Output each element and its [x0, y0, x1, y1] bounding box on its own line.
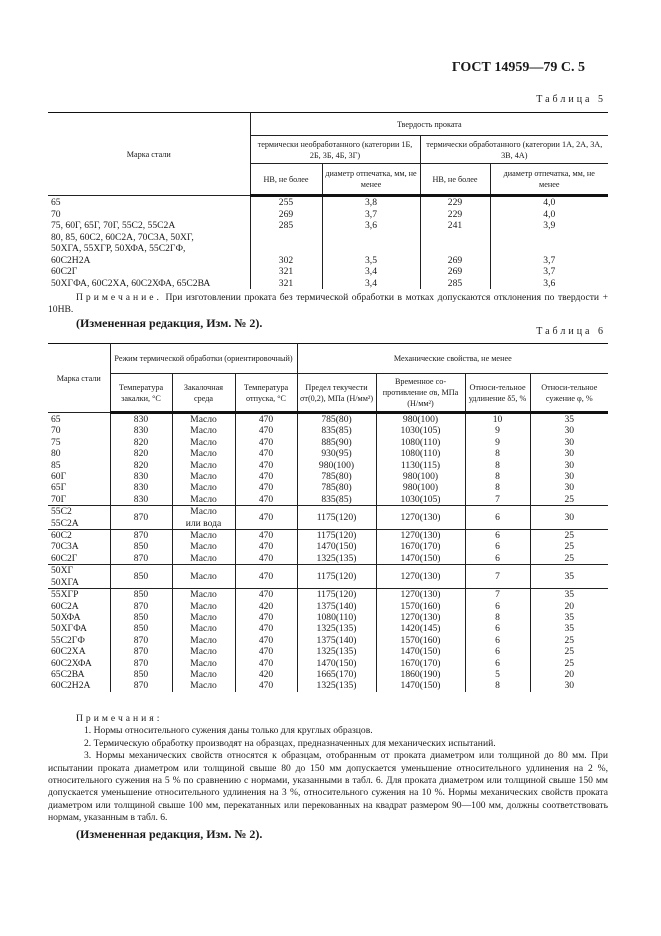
table-row — [48, 646, 608, 657]
cell-value: 229 — [420, 209, 490, 221]
cell-value: 30 — [530, 437, 608, 448]
cell-value: 3,7 — [490, 266, 608, 278]
cell-grade: 50ХФА — [51, 611, 81, 623]
cell-value: Масло — [172, 601, 235, 612]
cell-value: Масло — [172, 658, 235, 669]
table-row — [48, 413, 608, 426]
cell-grade: 55ХГР — [51, 589, 79, 601]
col-elongation: Относи-тельное удлинение δ5, % — [465, 374, 530, 413]
note-2: 2. Термическую обработку производят на образцах, предназначенных для механических испытаний. — [84, 737, 496, 749]
cell-value: 470 — [235, 482, 297, 493]
cell-value: 470 — [235, 658, 297, 669]
cell-value: Масло — [172, 494, 235, 506]
table-row — [48, 530, 608, 542]
cell-value: 420 — [235, 601, 297, 612]
cell-grade: 80 — [51, 448, 61, 460]
cell-grade: 50ХГФА, 60С2ХА, 60С2ХФА, 65С2ВА — [51, 277, 211, 289]
cell-value: 30 — [530, 506, 608, 530]
table-row — [48, 669, 608, 680]
col-grade: Марка стали — [48, 113, 250, 196]
cell-value: 269 — [250, 209, 322, 221]
cell-value: Масло — [172, 565, 235, 589]
cell-value: 980(100) — [376, 413, 465, 426]
cell-value: 850 — [110, 612, 172, 623]
cell-grade: 65 — [51, 413, 61, 425]
col-heat-treatment: Режим термической обработки (ориентировочный) — [110, 344, 297, 374]
cell-grade: 50ХГА, 55ХГР, 50ХФА, 55С2ГФ, — [51, 243, 186, 254]
cell-value: 6 — [465, 530, 530, 542]
cell-value: 470 — [235, 541, 297, 552]
cell-value: 302 — [250, 255, 322, 267]
cell-grade: 60С2Г — [51, 266, 78, 277]
cell-value: 470 — [235, 612, 297, 623]
cell-value: 35 — [530, 589, 608, 601]
cell-value: Масло — [172, 530, 235, 542]
cell-value: 7 — [465, 589, 530, 601]
cell-value: 1270(130) — [376, 565, 465, 589]
cell-value: Масло — [172, 612, 235, 623]
table-row — [48, 553, 608, 565]
cell-value: 1175(120) — [297, 589, 376, 601]
notes-label: Примечания: — [76, 713, 163, 724]
cell-value: 1470(150) — [297, 658, 376, 669]
cell-value: 1375(140) — [297, 601, 376, 612]
cell-value: 25 — [530, 658, 608, 669]
cell-value: 3,6 — [322, 220, 420, 232]
table5-note — [48, 292, 608, 317]
table-row — [48, 255, 608, 267]
col-narrowing: Относи-тельное сужение φ, % — [530, 374, 608, 413]
cell-value: 6 — [465, 553, 530, 565]
cell-value: 1270(130) — [376, 589, 465, 601]
cell-value: 470 — [235, 437, 297, 448]
cell-value: 20 — [530, 669, 608, 680]
table-row — [48, 541, 608, 552]
cell-value: 1375(140) — [297, 635, 376, 646]
cell-value: 269 — [420, 255, 490, 267]
cell-value: 870 — [110, 635, 172, 646]
table-row — [48, 482, 608, 493]
cell-value: Масло — [172, 669, 235, 680]
cell-value: 3,7 — [490, 255, 608, 267]
cell-value: Масло — [172, 425, 235, 436]
cell-value: 850 — [110, 565, 172, 589]
cell-value — [490, 243, 608, 255]
cell-value: 1325(135) — [297, 553, 376, 565]
table-row — [48, 266, 608, 278]
table-row — [48, 494, 608, 506]
cell-value: 850 — [110, 589, 172, 601]
table-row — [48, 601, 608, 612]
table-row — [48, 506, 608, 530]
cell-value: 1030(105) — [376, 494, 465, 506]
col-quench-temp: Температура закалки, °С — [110, 374, 172, 413]
cell-value: 6 — [465, 646, 530, 657]
cell-value: 1030(105) — [376, 425, 465, 436]
col-diam-treated: диаметр отпечатка, мм, не менее — [490, 164, 608, 196]
cell-value: Масло — [172, 623, 235, 634]
cell-grade: 65С2ВА — [51, 668, 85, 680]
cell-value: 3,8 — [322, 196, 420, 209]
cell-value: 6 — [465, 635, 530, 646]
cell-grade: 70 — [51, 425, 61, 437]
cell-value: 1325(135) — [297, 680, 376, 691]
cell-value: 6 — [465, 506, 530, 530]
cell-value: Масло — [172, 635, 235, 646]
cell-value: 870 — [110, 506, 172, 530]
cell-value — [322, 243, 420, 255]
cell-value: 4,0 — [490, 196, 608, 209]
note-1: 1. Нормы относительного сужения даны только для круглых образцов. — [84, 725, 373, 737]
cell-value: 470 — [235, 413, 297, 426]
cell-grade: 60С2ХА — [51, 646, 86, 658]
cell-value: 470 — [235, 553, 297, 565]
table-row — [48, 209, 608, 221]
cell-value: 930(95) — [297, 448, 376, 459]
cell-grade: 75 — [51, 436, 61, 448]
cell-grade: 70С3А — [51, 541, 79, 553]
cell-value: 470 — [235, 460, 297, 471]
table-row — [48, 565, 608, 589]
note-text: При изготовлении проката без термической обработки в мотках допускаются отклонения по твердости + 10НВ. — [48, 292, 608, 316]
cell-value: 25 — [530, 646, 608, 657]
table-row — [48, 589, 608, 601]
cell-value: 835(85) — [297, 425, 376, 436]
cell-value: 1670(170) — [376, 658, 465, 669]
cell-value: 1325(135) — [297, 646, 376, 657]
cell-value: 8 — [465, 612, 530, 623]
table-row — [48, 658, 608, 669]
cell-value — [250, 243, 322, 255]
table6-amendment: (Измененная редакция, Изм. № 2). — [76, 826, 263, 841]
cell-value: 241 — [420, 220, 490, 232]
cell-grade: 85 — [51, 459, 61, 471]
cell-grade: 50ХГФА — [51, 623, 87, 635]
cell-value: 785(80) — [297, 482, 376, 493]
cell-value: 285 — [420, 278, 490, 290]
cell-value — [420, 232, 490, 244]
cell-grade: 60С2Н2А — [51, 680, 91, 692]
cell-value: 850 — [110, 541, 172, 552]
cell-value: 1130(115) — [376, 460, 465, 471]
cell-value: 9 — [465, 437, 530, 448]
table6-notes — [48, 713, 608, 840]
cell-value: 255 — [250, 196, 322, 209]
cell-value: 470 — [235, 448, 297, 459]
cell-value: Масло — [172, 553, 235, 565]
cell-grade: 60С2 — [51, 530, 72, 542]
cell-value: 470 — [235, 635, 297, 646]
note-3: 3. Нормы механических свойств относятся к образцам, отобранным от проката диаметром или толщиной до 80 мм. При испытании проката диаметром или толщиной свыше 80 до 150 мм допускается уменьшение относительного удлинения на 2 %, относительного сужения на 5 % по сравнению с нормами, указанными в табл. 6. Для проката диаметром или толщиной свыше 150 мм допускается уменьшение относительного удлинения на 3 %, относительного сужения на 10 %. Нормы механических свойств проката диаметром или толщиной свыше 100 мм, перекатанных или перекованных на квадрат размером 90—100 мм, должны соответствовать нормам, указанным в табл. 6. — [48, 750, 608, 824]
cell-value: 1175(120) — [297, 565, 376, 589]
note-label: Примечание. — [76, 292, 162, 303]
cell-value: 1470(150) — [376, 680, 465, 691]
cell-value: 20 — [530, 601, 608, 612]
cell-value: 470 — [235, 471, 297, 482]
cell-value: 980(100) — [297, 460, 376, 471]
cell-value: 7 — [465, 565, 530, 589]
table5-body — [48, 196, 608, 290]
table-row — [48, 623, 608, 634]
table-row — [48, 460, 608, 471]
cell-grade: 50ХГ 50ХГА — [48, 565, 110, 589]
cell-value: 35 — [530, 565, 608, 589]
col-medium: Закалочная среда — [172, 374, 235, 413]
cell-value: 470 — [235, 530, 297, 542]
cell-value: 470 — [235, 425, 297, 436]
cell-value: 30 — [530, 460, 608, 471]
cell-value: 3,9 — [490, 220, 608, 232]
cell-value: 8 — [465, 680, 530, 691]
cell-value: 1175(120) — [297, 530, 376, 542]
col-hb-untreated: НВ, не более — [250, 164, 322, 196]
cell-value: 9 — [465, 425, 530, 436]
cell-value: 1080(110) — [297, 612, 376, 623]
cell-value: 820 — [110, 460, 172, 471]
cell-value: 830 — [110, 425, 172, 436]
col-yield: Предел текучести σт(0,2), МПа (Н/мм²) — [297, 374, 376, 413]
cell-value: 980(100) — [376, 482, 465, 493]
cell-value: 830 — [110, 482, 172, 493]
cell-value: 25 — [530, 553, 608, 565]
table-row — [48, 437, 608, 448]
cell-value: Масло — [172, 460, 235, 471]
cell-value: 25 — [530, 494, 608, 506]
cell-value — [322, 232, 420, 244]
cell-value: 1080(110) — [376, 437, 465, 448]
col-mechanical: Механические свойства, не менее — [297, 344, 608, 374]
cell-grade: 60С2ХФА — [51, 657, 92, 669]
cell-value: 980(100) — [376, 471, 465, 482]
cell-value: 1325(135) — [297, 623, 376, 634]
cell-value: 470 — [235, 565, 297, 589]
cell-value: 1420(145) — [376, 623, 465, 634]
cell-grade: 70Г — [48, 494, 110, 506]
cell-value: 785(80) — [297, 471, 376, 482]
cell-value: 25 — [530, 541, 608, 552]
cell-value: 470 — [235, 589, 297, 601]
cell-value: 470 — [235, 506, 297, 530]
cell-value: 229 — [420, 196, 490, 209]
cell-value: 285 — [250, 220, 322, 232]
table-row — [48, 278, 608, 290]
cell-value: 470 — [235, 646, 297, 657]
cell-grade: 65 — [51, 196, 61, 208]
col-hardness: Твердость проката — [250, 113, 608, 136]
cell-value: 30 — [530, 448, 608, 459]
cell-value: 1270(130) — [376, 506, 465, 530]
cell-value: 835(85) — [297, 494, 376, 506]
cell-value — [250, 232, 322, 244]
cell-value: 870 — [110, 646, 172, 657]
cell-value: 30 — [530, 680, 608, 691]
cell-value: Масло — [172, 482, 235, 493]
cell-grade: 55С2 55С2А — [48, 506, 110, 530]
cell-value: 420 — [235, 669, 297, 680]
table6-caption: Таблица 6 — [536, 326, 606, 337]
table-row — [48, 220, 608, 232]
cell-value — [490, 232, 608, 244]
cell-value: 850 — [110, 623, 172, 634]
cell-value: 4,0 — [490, 209, 608, 221]
cell-grade: 80, 85, 60С2, 60С2А, 70С3А, 50ХГ, — [51, 231, 194, 243]
page-header: ГОСТ 14959—79 С. 5 — [451, 60, 585, 75]
cell-value: 470 — [235, 680, 297, 691]
cell-grade: 55С2ГФ — [51, 634, 85, 646]
col-treated: термически обработанного (категории 1А, 2А, 3А, 3В, 4А) — [420, 136, 608, 164]
cell-value: 1670(170) — [376, 541, 465, 552]
cell-value: 870 — [110, 601, 172, 612]
cell-value: Масло — [172, 413, 235, 426]
cell-value: 1270(130) — [376, 612, 465, 623]
cell-value: 10 — [465, 413, 530, 426]
cell-value: 6 — [465, 601, 530, 612]
table-row — [48, 635, 608, 646]
cell-value: 1470(150) — [376, 553, 465, 565]
cell-value: 8 — [465, 471, 530, 482]
cell-value: 885(90) — [297, 437, 376, 448]
col-temper-temp: Температура отпуска, °С — [235, 374, 297, 413]
cell-value: 6 — [465, 658, 530, 669]
cell-value: 870 — [110, 553, 172, 565]
table-row — [48, 471, 608, 482]
table5-amendment: (Измененная редакция, Изм. № 2). — [76, 316, 263, 330]
table-row — [48, 232, 608, 244]
cell-value: 1470(150) — [376, 646, 465, 657]
cell-value: 8 — [465, 460, 530, 471]
cell-value: Масло — [172, 437, 235, 448]
cell-value: 30 — [530, 482, 608, 493]
cell-value: 8 — [465, 482, 530, 493]
cell-value: 321 — [250, 278, 322, 290]
col-diam-untreated: диаметр отпечатка, мм, не менее — [322, 164, 420, 196]
cell-grade: 60С2Н2А — [51, 254, 91, 266]
cell-value: 830 — [110, 471, 172, 482]
table-row — [48, 612, 608, 623]
table-row — [48, 243, 608, 255]
table-row — [48, 425, 608, 436]
cell-value: 25 — [530, 635, 608, 646]
cell-grade: 65Г — [51, 482, 67, 494]
cell-value: 870 — [110, 530, 172, 542]
cell-value: 5 — [465, 669, 530, 680]
cell-value: 1470(150) — [297, 541, 376, 552]
cell-value: 269 — [420, 266, 490, 278]
cell-value: Масло — [172, 471, 235, 482]
cell-value: 3,4 — [322, 266, 420, 278]
table-row — [48, 196, 608, 209]
cell-value: 7 — [465, 494, 530, 506]
cell-value: Масло — [172, 646, 235, 657]
cell-value: 820 — [110, 437, 172, 448]
cell-value: 1570(160) — [376, 601, 465, 612]
cell-value: 870 — [110, 680, 172, 691]
cell-value: 1860(190) — [376, 669, 465, 680]
cell-value: Масло — [172, 680, 235, 691]
cell-grade: 60С2Г — [48, 553, 110, 565]
cell-grade: 70 — [51, 208, 61, 220]
col-hb-treated: НВ, не более — [420, 164, 490, 196]
table-row — [48, 448, 608, 459]
cell-value: 30 — [530, 471, 608, 482]
col-untreated: термически необработанного (категории 1Б, 2Б, 3Б, 4Б, 3Г) — [250, 136, 420, 164]
cell-value: Масло — [172, 541, 235, 552]
cell-value: 470 — [235, 623, 297, 634]
cell-value: 1570(160) — [376, 635, 465, 646]
cell-value: 6 — [465, 623, 530, 634]
cell-value: 30 — [530, 425, 608, 436]
cell-value: Масло — [172, 448, 235, 459]
table5-caption: Таблица 5 — [536, 94, 606, 105]
cell-value: 1665(170) — [297, 669, 376, 680]
cell-value: 25 — [530, 530, 608, 542]
col-strength: Временное со-противление σв, МПа (Н/мм²) — [376, 374, 465, 413]
cell-value: 1175(120) — [297, 506, 376, 530]
cell-value: 8 — [465, 448, 530, 459]
cell-value: 470 — [235, 494, 297, 506]
table-row — [48, 680, 608, 691]
cell-grade: 60Г — [51, 471, 67, 483]
cell-grade: 60С2А — [51, 600, 79, 612]
cell-value: 3,7 — [322, 209, 420, 221]
cell-value: Масло — [172, 589, 235, 601]
table6-body — [48, 413, 608, 692]
cell-value — [420, 243, 490, 255]
cell-value: 35 — [530, 612, 608, 623]
cell-value: 785(80) — [297, 413, 376, 426]
cell-value: 3,6 — [490, 278, 608, 290]
cell-value: 1080(110) — [376, 448, 465, 459]
cell-value: 321 — [250, 266, 322, 278]
cell-value: Масло или вода — [172, 506, 235, 530]
cell-value: 1270(130) — [376, 530, 465, 542]
cell-value: 6 — [465, 541, 530, 552]
cell-value: 850 — [110, 669, 172, 680]
col-grade: Марка стали — [48, 344, 110, 413]
cell-value: 35 — [530, 413, 608, 426]
cell-value: 830 — [110, 413, 172, 426]
table-6 — [48, 343, 608, 692]
cell-value: 830 — [110, 494, 172, 506]
cell-value: 820 — [110, 448, 172, 459]
cell-value: 35 — [530, 623, 608, 634]
table-5 — [48, 112, 608, 289]
cell-value: 3,4 — [322, 278, 420, 290]
cell-grade: 75, 60Г, 65Г, 70Г, 55С2, 55С2А — [51, 220, 176, 231]
cell-value: 870 — [110, 658, 172, 669]
cell-value: 3,5 — [322, 255, 420, 267]
